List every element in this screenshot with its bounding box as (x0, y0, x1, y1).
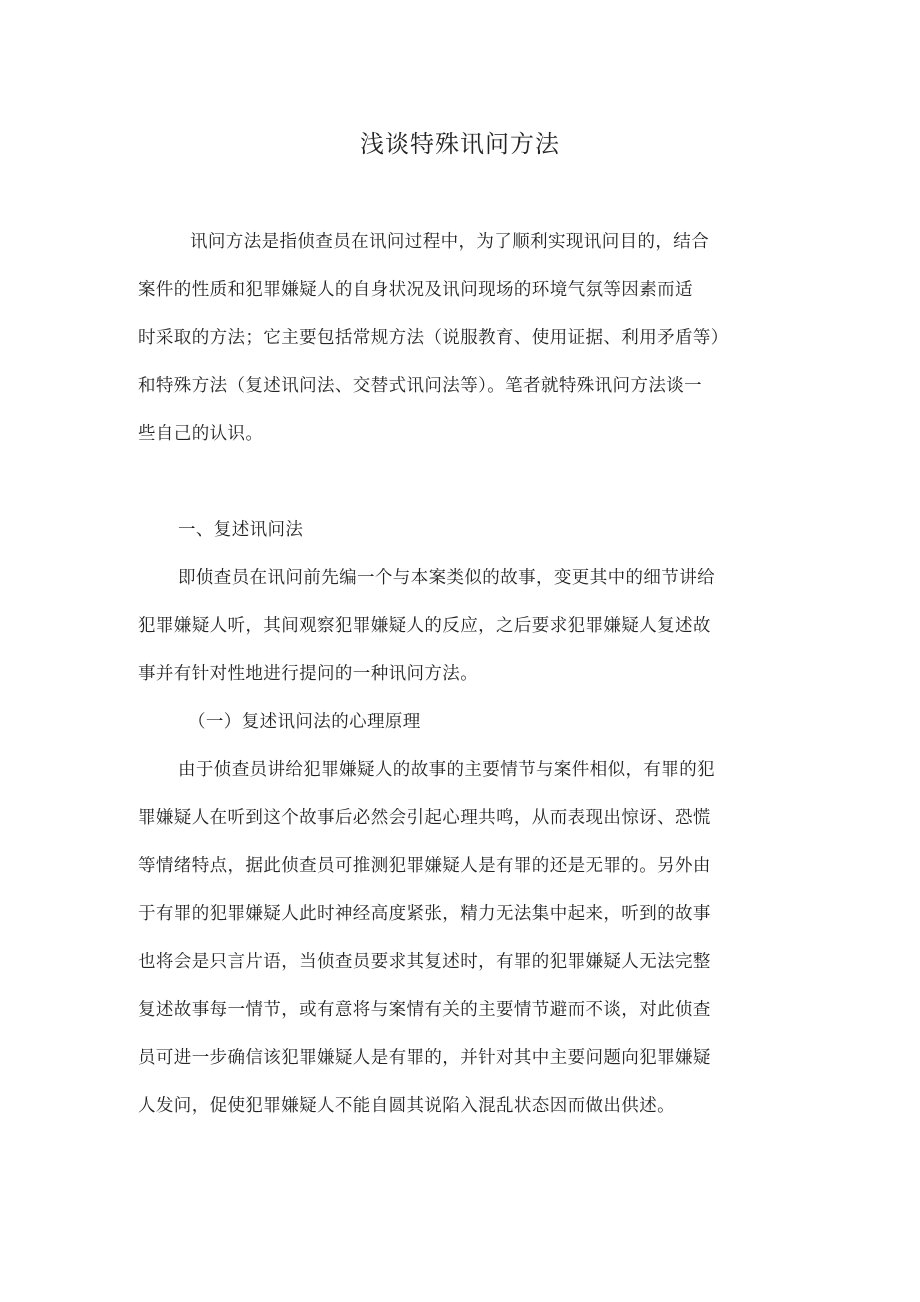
subsection1-line-7: 员可进一步确信该犯罪嫌疑人是有罪的，并针对其中主要问题向犯罪嫌疑 (138, 1048, 711, 1068)
subsection1-line-3: 等情绪特点，据此侦查员可推测犯罪嫌疑人是有罪的还是无罪的。另外由 (138, 856, 711, 876)
subsection1-line-8: 人发问，促使犯罪嫌疑人不能自圆其说陷入混乱状态因而做出供述。 (138, 1096, 675, 1116)
intro-line-4: 和特殊方法（复述讯问法、交替式讯问法等）。笔者就特殊讯问方法谈一 (138, 376, 703, 396)
subsection-heading-1: （一）复述讯问法的心理原理 (188, 712, 421, 732)
section1-line-1: 即侦查员在讯问前先编一个与本案类似的故事，变更其中的细节讲给 (178, 568, 715, 588)
section1-line-2: 犯罪嫌疑人听，其间观察犯罪嫌疑人的反应，之后要求犯罪嫌疑人复述故 (138, 616, 711, 636)
subsection1-line-2: 罪嫌疑人在听到这个故事后必然会引起心理共鸣，从而表现出惊讶、恐慌 (138, 808, 711, 828)
intro-line-1: 讯问方法是指侦查员在讯问过程中，为了顺利实现讯问目的，结合 (190, 232, 710, 252)
intro-line-2: 案件的性质和犯罪嫌疑人的自身状况及讯问现场的环境气氛等因素而适 (138, 280, 693, 300)
section1-line-3: 事并有针对性地进行提问的一种讯问方法。 (138, 664, 479, 684)
document-title: 浅谈特殊讯问方法 (360, 130, 560, 158)
intro-line-3: 时采取的方法；它主要包括常规方法（说服教育、使用证据、利用矛盾等） (138, 328, 729, 348)
subsection1-line-4: 于有罪的犯罪嫌疑人此时神经高度紧张，精力无法集中起来，听到的故事 (138, 904, 711, 924)
subsection1-line-5: 也将会是只言片语，当侦查员要求其复述时，有罪的犯罪嫌疑人无法完整 (138, 952, 711, 972)
intro-line-5: 些自己的认识。 (138, 424, 264, 444)
subsection1-line-1: 由于侦查员讲给犯罪嫌疑人的故事的主要情节与案件相似，有罪的犯 (178, 760, 715, 780)
subsection1-line-6: 复述故事每一情节，或有意将与案情有关的主要情节避而不谈，对此侦查 (138, 1000, 711, 1020)
section-heading-1: 一、复述讯问法 (178, 520, 304, 540)
